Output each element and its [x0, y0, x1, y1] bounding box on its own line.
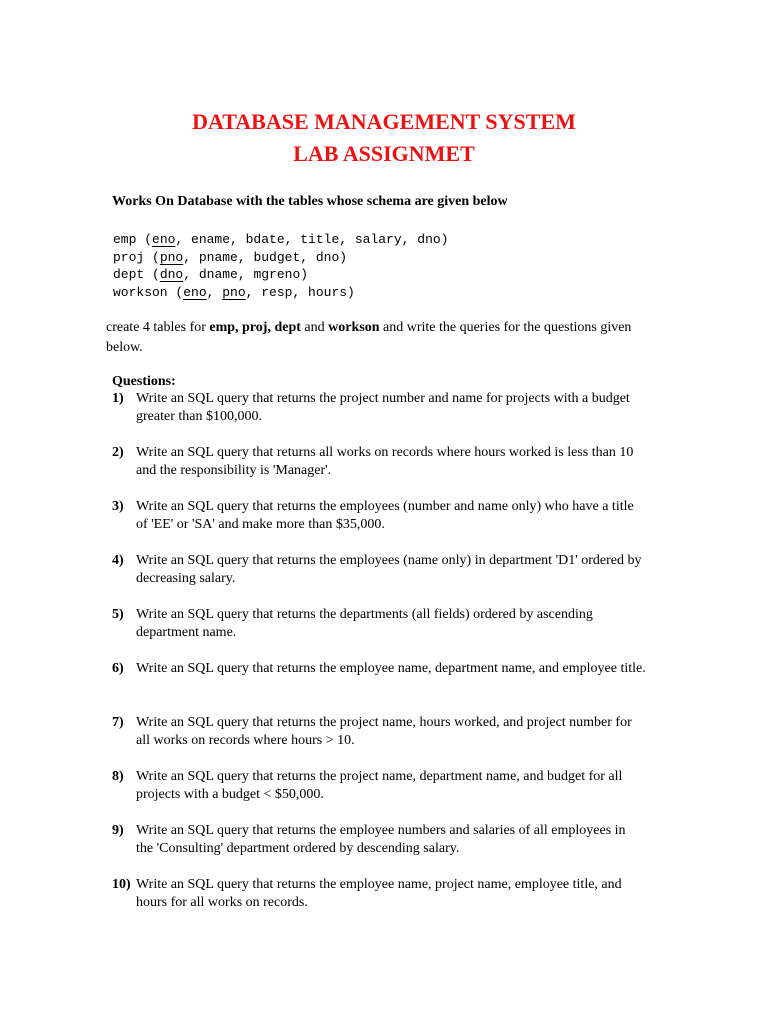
primary-key: pno — [159, 249, 184, 265]
question-text: Write an SQL query that returns the employees (number and name only) who have a title of 'EE' or 'SA' and make more than $35,000. — [136, 499, 634, 532]
question-number: 10) — [112, 877, 131, 892]
intro-paragraph: create 4 tables for emp, proj, dept and workson and write the queries for the questions given below. — [106, 320, 632, 355]
question-number: 8) — [112, 769, 124, 784]
table-name: emp — [113, 232, 137, 247]
questions-list — [112, 390, 672, 930]
primary-key: eno — [152, 232, 176, 247]
schema-line-proj: proj (pno, pname, budget, dno) — [113, 249, 348, 265]
schema-line-workson: workson (eno, pno, resp, hours) — [113, 284, 355, 300]
primary-key: dno — [159, 267, 184, 283]
schema-block — [113, 231, 448, 301]
question-item — [112, 660, 672, 714]
question-number: 3) — [112, 499, 124, 514]
schema-line-dept: dept (dno, dname, mgreno) — [113, 267, 309, 283]
question-item — [112, 606, 672, 660]
schema-heading: Works On Database with the tables whose schema are given below — [112, 194, 508, 209]
question-text: Write an SQL query that returns the project name, hours worked, and project number for all works on records where hours > 10. — [136, 715, 632, 748]
question-number: 9) — [112, 823, 124, 838]
question-text: Write an SQL query that returns the employee name, project name, employee title, and hours for all works on records. — [136, 877, 622, 910]
question-item — [112, 390, 672, 444]
table-name: proj — [113, 249, 145, 265]
question-item — [112, 498, 672, 552]
intro-workson-bold: workson — [328, 320, 380, 335]
document-subtitle-lab: LAB ASSIGNMET — [293, 141, 475, 166]
questions-heading: Questions: — [112, 374, 176, 389]
question-text: Write an SQL query that returns the departments (all fields) ordered by ascending department name. — [136, 607, 593, 640]
question-number: 6) — [112, 661, 124, 676]
question-text: Write an SQL query that returns the employees (name only) in department 'D1' ordered by decreasing salary. — [136, 553, 642, 586]
question-number: 2) — [112, 445, 124, 460]
primary-key: pno — [222, 284, 246, 300]
question-text: Write an SQL query that returns the project number and name for projects with a budget greater than $100,000. — [136, 391, 630, 424]
question-text: Write an SQL query that returns all works on records where hours worked is less than 10 and the responsibility is 'Manager'. — [136, 445, 634, 478]
schema-line-emp: emp (eno, ename, bdate, title, salary, dno) — [113, 232, 449, 247]
question-item — [112, 444, 672, 498]
document-title: DATABASE MANAGEMENT SYSTEM — [192, 109, 576, 134]
question-number: 5) — [112, 607, 124, 622]
question-text: Write an SQL query that returns the project name, department name, and budget for all projects with a budget < $50,000. — [136, 769, 623, 802]
question-number: 4) — [112, 553, 124, 568]
question-item — [112, 714, 672, 768]
intro-tables-bold: emp, proj, dept — [209, 320, 301, 335]
question-text: Write an SQL query that returns the employee numbers and salaries of all employees in the 'Consulting' department ordered by descending salary. — [136, 823, 626, 856]
question-item — [112, 768, 672, 822]
table-name: dept — [113, 267, 145, 283]
table-name: workson — [113, 284, 168, 300]
question-item — [112, 876, 672, 930]
primary-key: eno — [183, 284, 207, 300]
question-item — [112, 552, 672, 606]
question-number: 7) — [112, 715, 124, 730]
question-number: 1) — [112, 391, 124, 406]
question-item — [112, 822, 672, 876]
question-text: Write an SQL query that returns the employee name, department name, and employee title. — [136, 661, 646, 676]
